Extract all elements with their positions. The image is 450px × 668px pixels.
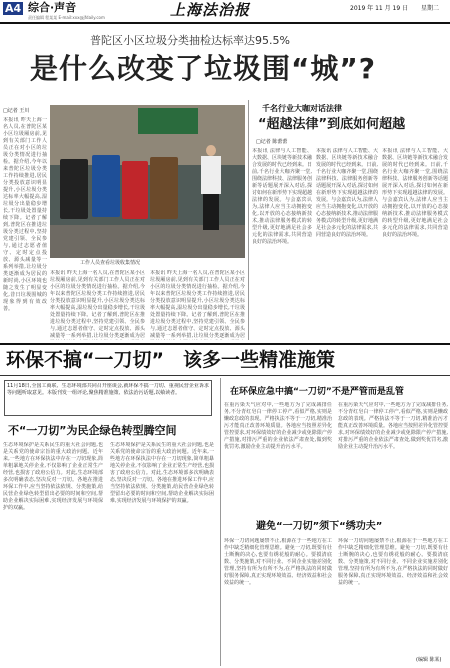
worker-legs (203, 194, 219, 230)
issue-weekday: 星期二 (421, 5, 440, 12)
right-article-headline: 在环保应急中搞“一刀切”不是严管而是乱管 (230, 387, 404, 397)
left-article-col1: 生态环境保护是关系民生的重大社会问题,也是关系党的使命宗旨的重大政治问题。近年来,一些地方在环保执法中存在一刀切现象,简单粗暴地关停企业,不仅影响了企业正常生产经营,也损害了政府公信力。对此,生态环境部多次明确表态,坚决反对一刀切。各地在推进环保工作中,应当坚持依法依规、分类施策,给民营企业绿色转型留出必要的时间和空间,帮助企业解决实际困难,实现经济发展与环境保护的双赢。 (3, 442, 103, 511)
top-article-col1: 本报讯 昨天上海一名人员,在普陀区某小区垃圾厢房前,见到有关部门工作人员正在对小区的垃圾分类情况进行抽检。据介绍,今年以来普陀区垃圾分类工作持续推进,居民分类投放意识明显提升,小区垃圾分类达标率大幅提高,湿垃圾分出量稳步增长,干垃圾处置量持续下降。记者了解到,普陀区在推进垃圾分类过程中,坚持党建引领、全民参与,通过志愿者值守、定时定点投放、源头减量等一系列举措,让垃圾分类逐渐成为居民的新时尚,小区环境也随之发生了明显变化,昔日垃圾围城的现象得到有效改善。 (3, 117, 47, 312)
right-article-col2: 本报讯 法律与人工智能、大数据、区块链等新技术融合发展的时代已经到来。日前,千名行业大咖齐聚一堂,围绕法律科技、法律服务创新等话题展开深入对话,探讨如何在新形势下实现超越法律的发展。与会嘉宾认为,法律人应当主动拥抱变化,以开放的心态接纳新技术,推动法律服务模式的转型升级,更好地满足社会多元化的法律需求,共同营造良好的法治环境。 (316, 148, 378, 238)
wet-waste-bin (150, 157, 178, 219)
worker-figure (200, 145, 222, 230)
right-article-col3: 本报讯 法律与人工智能、大数据、区块链等新技术融合发展的时代已经到来。日前,千名行业大咖齐聚一堂,围绕法律科技、法律服务创新等话题展开深入对话,探讨如何在新形势下实现超越法律的发展。与会嘉宾认为,法律人应当主动拥抱变化,以开放的心态接纳新技术,推动法律服务模式的转型升级,更好地满足社会多元化的法律需求,共同营造良好的法治环境。 (382, 148, 448, 238)
top-byline: □记者 王川 (3, 108, 30, 114)
left-article-col2: 生态环境保护是关系民生的重大社会问题,也是关系党的使命宗旨的重大政治问题。近年来,一些地方在环保执法中存在一刀切现象,简单粗暴地关停企业,不仅影响了企业正常生产经营,也损害了政府公信力。对此,生态环境部多次明确表态,坚决反对一刀切。各地在推进环保工作中,应当坚持依法依规、分类施策,给民营企业绿色转型留出必要的时间和空间,帮助企业解决实际困难,实现经济发展与环境保护的双赢。 (110, 442, 214, 504)
top-article-col2: 本报讯 昨天上海一名人员,在普陀区某小区垃圾厢房前,见到有关部门工作人员正在对小区的垃圾分类情况进行抽检。据介绍,今年以来普陀区垃圾分类工作持续推进,居民分类投放意识明显提升,小区垃圾分类达标率大幅提高,湿垃圾分出量稳步增长,干垃圾处置量持续下降。记者了解到,普陀区在推进垃圾分类过程中,坚持党建引领、全民参与,通过志愿者值守、定时定点投放、源头减量等一系列举措,让垃圾分类逐渐成为居 (50, 270, 145, 339)
sub-article-col2: 环保一刀切问题屡禁不止,根源在于一些地方在工作中缺乏精细化管理思维。避免一刀切,既要有壮士断腕的决心,也要有绣花般的耐心。要摸清底数、分类施策,对不同行业、不同企业实施差别化管理,坚持有所为有所不为,在严格执法的同时做好服务保障,真正实现环境效益、经济效益和社会效益的统一。 (338, 538, 448, 586)
left-article-headline: 不“一刀切”为民企绿色转型腾空间 (8, 424, 177, 437)
sub-article-col1: 环保一刀切问题屡禁不止,根源在于一些地方在工作中缺乏精细化管理思维。避免一刀切,既要有壮士断腕的决心,也要有绣花般的耐心。要摸清底数、分类施策,对不同行业、不同企业实施差别化管理,坚持有所为有所不为,在严格执法的同时做好服务保障,真正实现环境效益、经济效益和社会效益的统一。 (224, 538, 332, 586)
right-box-divider (248, 100, 249, 340)
section-name: 综合·声音 (28, 1, 77, 14)
footer-editor-note: (编辑 陈某) (416, 657, 442, 663)
editor-note-text: 11月18日,全国工商联、生态环境部共同召开座谈会,就环保不搞一刀切、重视民营企业诉求等问题听取意见。本版刊发一组评论,聚焦精准施策、依法治污话题,以飨读者。 (7, 383, 209, 396)
paper-name-logo: 上海法治报 (170, 1, 251, 19)
sub-article-headline: 避免“一刀切”须下“绣功夫” (256, 521, 383, 532)
page-tag: A4 (5, 2, 22, 15)
banner-headline: 环保不搞“一刀切” 该多一些精准施策 (6, 349, 335, 371)
right-article-col1: 在重污染天气应对中,一些地方为了完成减排任务,不分青红皂白一律停工停产,看似严格,实则是懒政怠政的表现。严格执法不等于一刀切,精准治污才能真正改善环境质量。各地应当按照差异化管控要求,对环保绩效好的企业减少或免除限产停产措施,对排污严重的企业依法严肃查处,做到奖优罚劣,激励企业主动提升治污水平。 (224, 402, 332, 450)
masthead (0, 0, 450, 22)
top-headline: 是什么改变了垃圾围“城”? (30, 52, 377, 85)
masthead-rule (0, 22, 450, 24)
recyclable-bin (92, 155, 120, 217)
right-kicker: 千名行业大咖对话法律 (262, 104, 342, 113)
right-article-col2: 在重污染天气应对中,一些地方为了完成减排任务,不分青红皂白一律停工停产,看似严格,实则是懒政怠政的表现。严格执法不等于一刀切,精准治污才能真正改善环境质量。各地应当按照差异化管控要求,对环保绩效好的企业减少或免除限产停产措施,对排污严重的企业依法严肃查处,做到奖优罚劣,激励企业主动提升治污水平。 (338, 402, 448, 450)
banner-bottom-rule (0, 375, 450, 376)
column-divider (220, 378, 221, 666)
worker-head (206, 145, 216, 156)
banner-top-rule (0, 343, 450, 345)
hazardous-bin (122, 161, 148, 219)
dry-waste-bin (60, 159, 88, 219)
top-kicker: 普陀区小区垃圾分类抽检达标率达95.5% (90, 34, 290, 47)
issue-date: 2019 年 11 月 19 日 (350, 5, 409, 12)
news-photo (50, 105, 245, 258)
editor-note-box (4, 380, 212, 416)
right-byline: □记者 陈蕾蕾 (256, 139, 288, 145)
top-article-col3: 本报讯 昨天上海一名人员,在普陀区某小区垃圾厢房前,见到有关部门工作人员正在对小区的垃圾分类情况进行抽检。据介绍,今年以来普陀区垃圾分类工作持续推进,居民分类投放意识明显提升,小区垃圾分类达标率大幅提高,湿垃圾分出量稳步增长,干垃圾处置量持续下降。记者了解到,普陀区在推进垃圾分类过程中,坚持党建引领、全民参与,通过志愿者值守、定时定点投放、源头减量等一系列举措,让垃圾分类逐渐成为居 (150, 270, 245, 339)
right-headline: “超越法律”到底如何超越 (258, 117, 406, 132)
photo-caption: 工作人员查看垃圾收集情况 (80, 260, 141, 266)
right-article-col1: 本报讯 法律与人工智能、大数据、区块链等新技术融合发展的时代已经到来。日前,千名行业大咖齐聚一堂,围绕法律科技、法律服务创新等话题展开深入对话,探讨如何在新形势下实现超越法律的发展。与会嘉宾认为,法律人应当主动拥抱变化,以开放的心态接纳新技术,推动法律服务模式的转型升级,更好地满足社会多元化的法律需求,共同营造良好的法治环境。 (252, 148, 312, 245)
worker-body (201, 156, 221, 194)
editor-credit: 责任编辑 程某某 E-mail:xxx@jfdaily.com (28, 15, 105, 20)
photo-sign (138, 108, 198, 134)
